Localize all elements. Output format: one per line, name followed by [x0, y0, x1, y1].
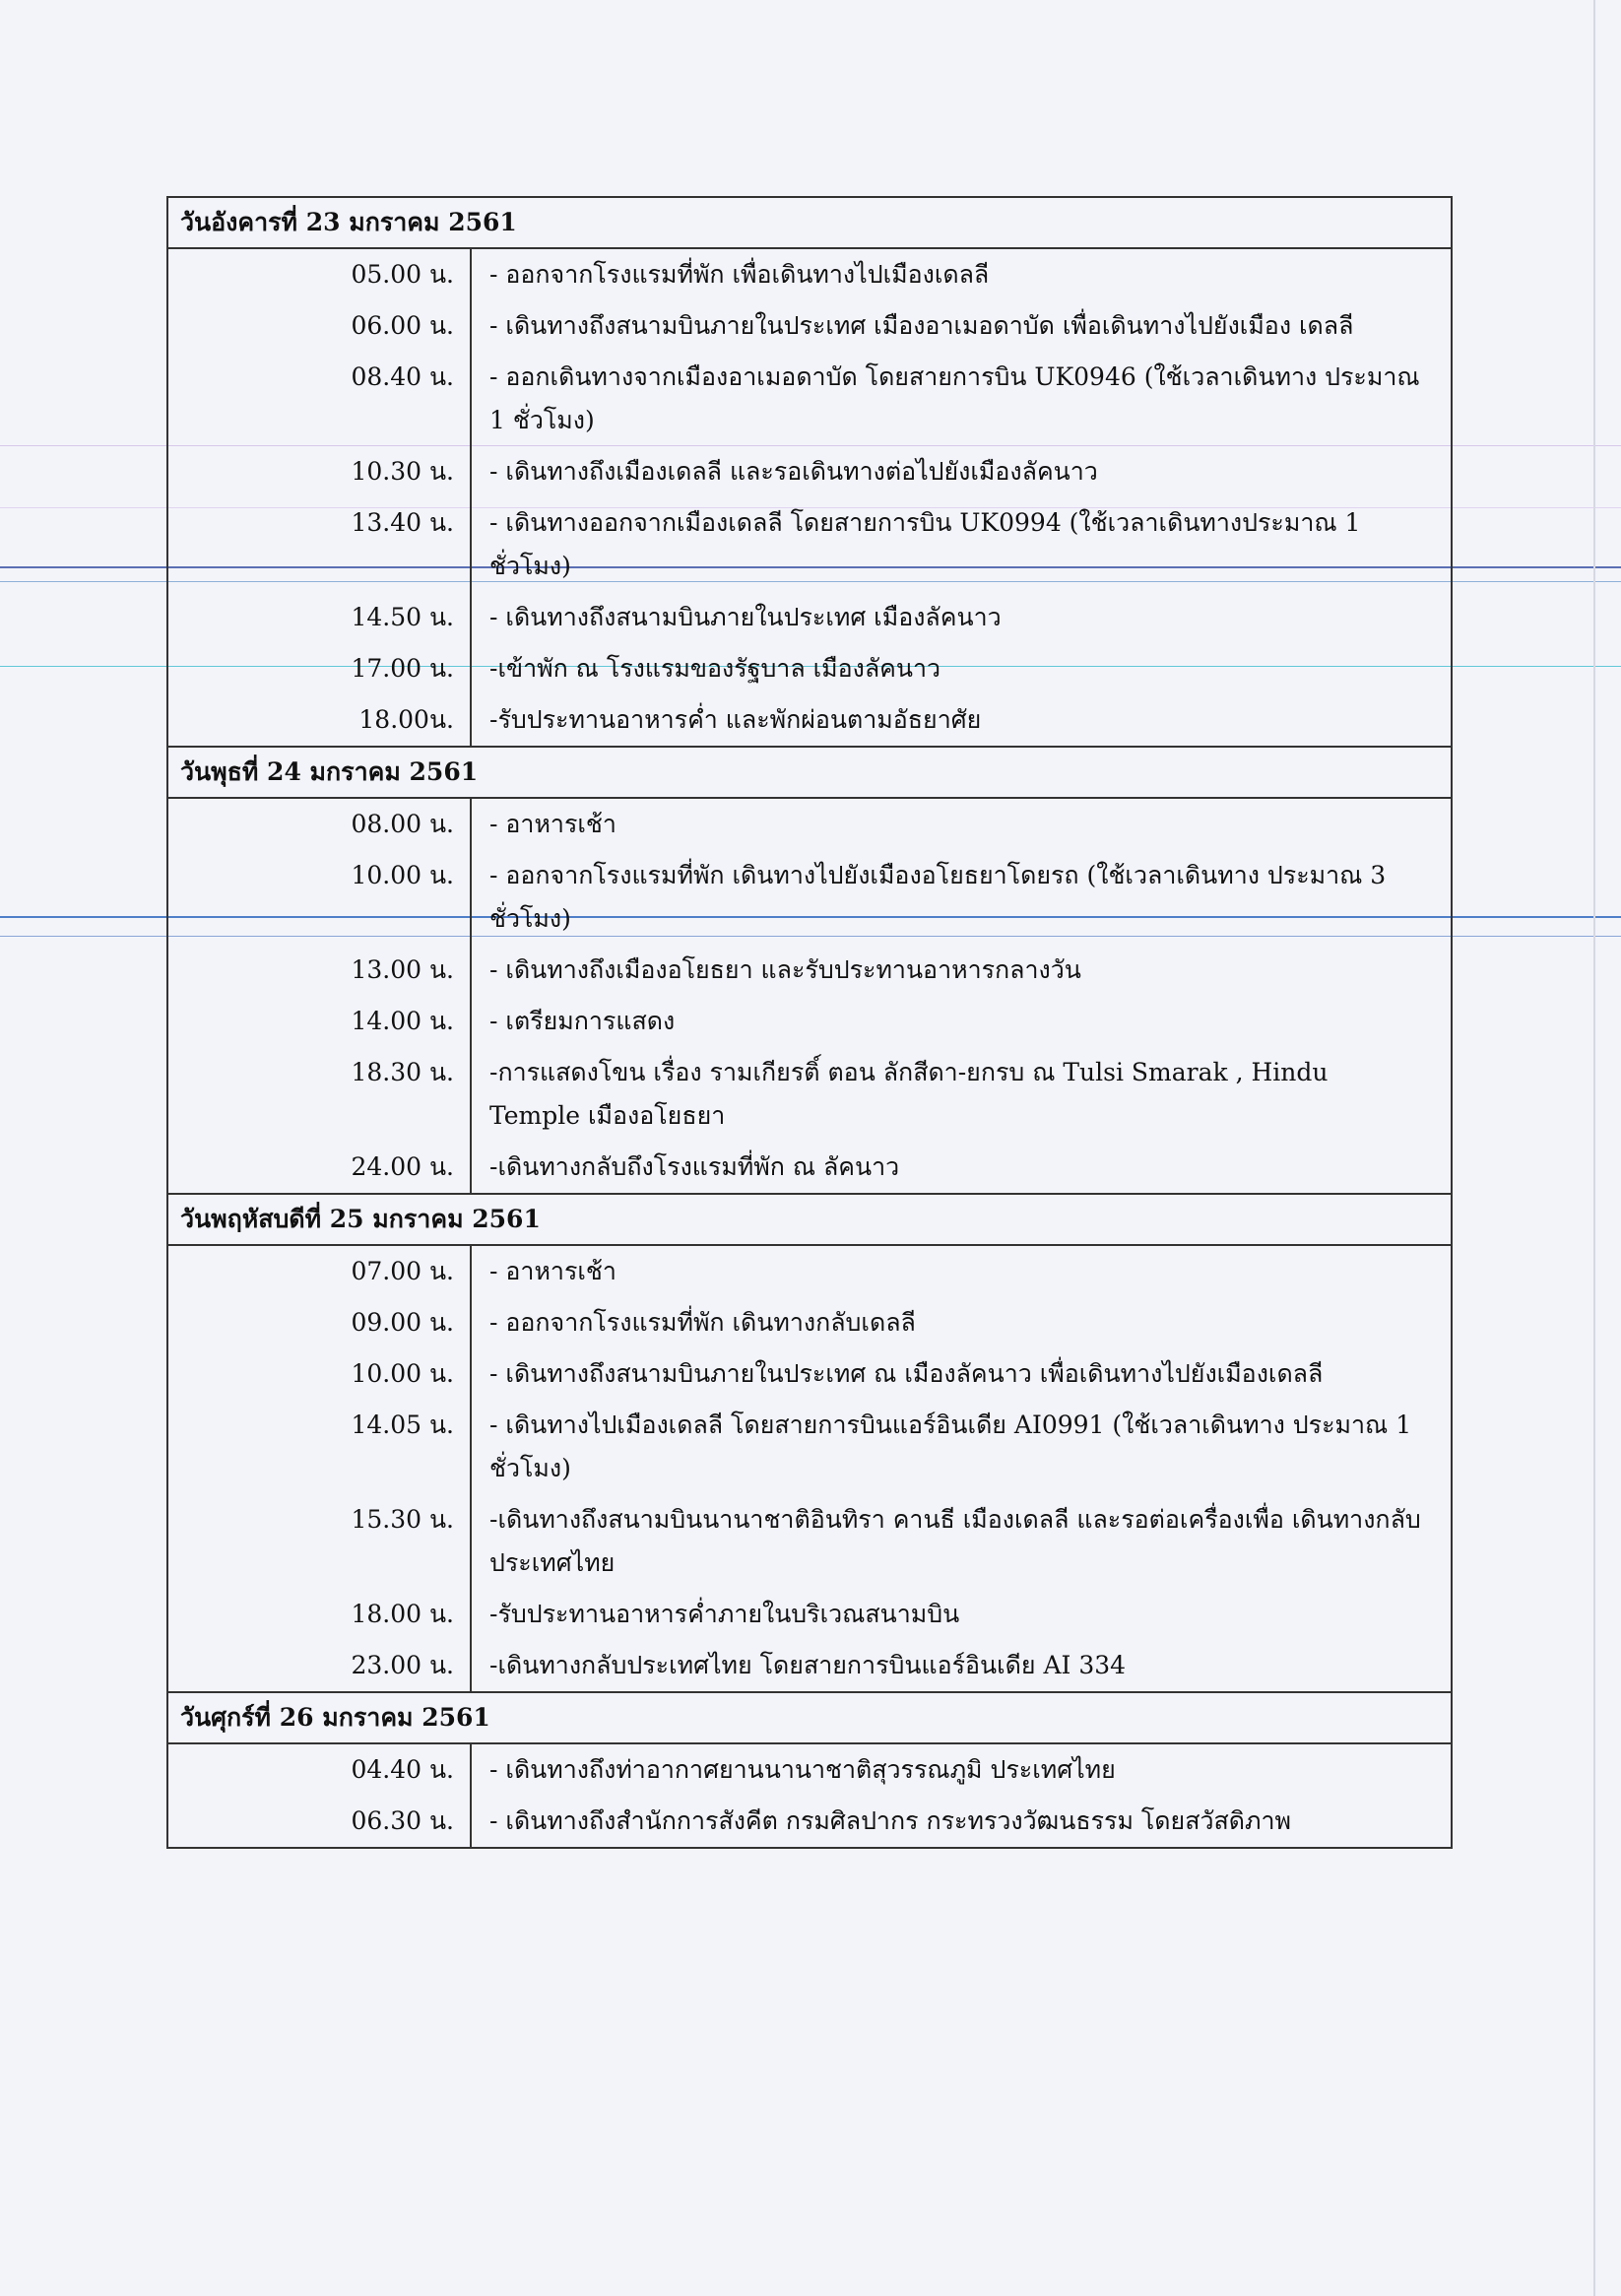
day-title: วันศุกร์ที่ 26 มกราคม 2561	[167, 1692, 1452, 1743]
event-description: - ออกเดินทางจากเมืองอาเมอดาบัด โดยสายการบิน UK0946 (ใช้เวลาเดินทาง ประมาณ 1 ชั่วโมง)	[471, 352, 1452, 446]
event-description: -รับประทานอาหารค่ำภายในบริเวณสนามบิน	[471, 1589, 1452, 1640]
event-description: -เข้าพัก ณ โรงแรมของรัฐบาล เมืองลัคนาว	[471, 643, 1452, 694]
event-row	[167, 643, 1452, 694]
event-time: 06.00 น.	[167, 300, 471, 352]
event-description: - อาหารเช้า	[471, 798, 1452, 850]
event-time: 08.00 น.	[167, 798, 471, 850]
event-description: - ออกจากโรงแรมที่พัก เพื่อเดินทางไปเมืองเดลลี	[471, 248, 1452, 300]
event-description: - เดินทางถึงสนามบินภายในประเทศ เมืองลัคนาว	[471, 592, 1452, 643]
event-row	[167, 945, 1452, 996]
event-row	[167, 1047, 1452, 1142]
event-time: 18.00น.	[167, 694, 471, 747]
event-row	[167, 1494, 1452, 1589]
event-time: 18.00 น.	[167, 1589, 471, 1640]
event-time: 14.50 น.	[167, 592, 471, 643]
event-description: - เดินทางถึงท่าอากาศยานนานาชาติสุวรรณภูมิ ประเทศไทย	[471, 1743, 1452, 1796]
event-time: 15.30 น.	[167, 1494, 471, 1589]
event-time: 23.00 น.	[167, 1640, 471, 1692]
event-time: 14.00 น.	[167, 996, 471, 1047]
event-time: 08.40 น.	[167, 352, 471, 446]
event-time: 10.30 น.	[167, 446, 471, 497]
event-time: 24.00 น.	[167, 1142, 471, 1194]
event-description: - เดินทางถึงเมืองเดลลี และรอเดินทางต่อไปยังเมืองลัคนาว	[471, 446, 1452, 497]
day-title: วันอังคารที่ 23 มกราคม 2561	[167, 197, 1452, 248]
event-time: 13.00 น.	[167, 945, 471, 996]
event-time: 14.05 น.	[167, 1400, 471, 1494]
event-description: -เดินทางกลับประเทศไทย โดยสายการบินแอร์อินเดีย AI 334	[471, 1640, 1452, 1692]
event-description: - อาหารเช้า	[471, 1245, 1452, 1297]
day-title: วันพุธที่ 24 มกราคม 2561	[167, 747, 1452, 798]
day-header-row	[167, 1692, 1452, 1743]
day-header-row	[167, 747, 1452, 798]
event-row	[167, 300, 1452, 352]
event-row	[167, 497, 1452, 592]
event-time: 04.40 น.	[167, 1743, 471, 1796]
event-time: 17.00 น.	[167, 643, 471, 694]
event-description: - เดินทางถึงสนามบินภายในประเทศ ณ เมืองลัคนาว เพื่อเดินทางไปยังเมืองเดลลี	[471, 1348, 1452, 1400]
event-row	[167, 694, 1452, 747]
page-edge	[1593, 0, 1595, 2296]
event-time: 05.00 น.	[167, 248, 471, 300]
event-row	[167, 1589, 1452, 1640]
itinerary-table	[166, 196, 1453, 1849]
event-time: 06.30 น.	[167, 1796, 471, 1848]
event-time: 10.00 น.	[167, 1348, 471, 1400]
event-row	[167, 248, 1452, 300]
event-row	[167, 1245, 1452, 1297]
event-description: - เดินทางไปเมืองเดลลี โดยสายการบินแอร์อินเดีย AI0991 (ใช้เวลาเดินทาง ประมาณ 1 ชั่วโมง)	[471, 1400, 1452, 1494]
event-row	[167, 592, 1452, 643]
event-description: -การแสดงโขน เรื่อง รามเกียรติ์ ตอน ลักสีดา-ยกรบ ณ Tulsi Smarak , Hindu Temple เมืองอโยธยา	[471, 1047, 1452, 1142]
event-row	[167, 1142, 1452, 1194]
event-time: 13.40 น.	[167, 497, 471, 592]
event-row	[167, 1640, 1452, 1692]
event-row	[167, 996, 1452, 1047]
event-row	[167, 352, 1452, 446]
event-description: - เดินทางถึงสนามบินภายในประเทศ เมืองอาเมอดาบัด เพื่อเดินทางไปยังเมือง เดลลี	[471, 300, 1452, 352]
event-row	[167, 1743, 1452, 1796]
event-description: - เดินทางออกจากเมืองเดลลี โดยสายการบิน UK0994 (ใช้เวลาเดินทางประมาณ 1 ชั่วโมง)	[471, 497, 1452, 592]
day-header-row	[167, 1194, 1452, 1245]
event-description: - ออกจากโรงแรมที่พัก เดินทางกลับเดลลี	[471, 1297, 1452, 1348]
day-title: วันพฤหัสบดีที่ 25 มกราคม 2561	[167, 1194, 1452, 1245]
event-time: 09.00 น.	[167, 1297, 471, 1348]
event-description: - เดินทางถึงเมืองอโยธยา และรับประทานอาหารกลางวัน	[471, 945, 1452, 996]
event-row	[167, 446, 1452, 497]
event-description: -รับประทานอาหารค่ำ และพักผ่อนตามอัธยาศัย	[471, 694, 1452, 747]
event-row	[167, 798, 1452, 850]
event-time: 10.00 น.	[167, 850, 471, 945]
event-row	[167, 850, 1452, 945]
event-description: - เตรียมการแสดง	[471, 996, 1452, 1047]
event-description: -เดินทางกลับถึงโรงแรมที่พัก ณ ลัคนาว	[471, 1142, 1452, 1194]
event-row	[167, 1400, 1452, 1494]
event-time: 18.30 น.	[167, 1047, 471, 1142]
event-row	[167, 1348, 1452, 1400]
event-description: -เดินทางถึงสนามบินนานาชาติอินทิรา คานธี เมืองเดลลี และรอต่อเครื่องเพื่อ เดินทางกลับประเทศไทย	[471, 1494, 1452, 1589]
event-description: - เดินทางถึงสำนักการสังคีต กรมศิลปากร กระทรวงวัฒนธรรม โดยสวัสดิภาพ	[471, 1796, 1452, 1848]
event-time: 07.00 น.	[167, 1245, 471, 1297]
event-description: - ออกจากโรงแรมที่พัก เดินทางไปยังเมืองอโยธยาโดยรถ (ใช้เวลาเดินทาง ประมาณ 3 ชั่วโมง)	[471, 850, 1452, 945]
event-row	[167, 1297, 1452, 1348]
event-row	[167, 1796, 1452, 1848]
day-header-row	[167, 197, 1452, 248]
